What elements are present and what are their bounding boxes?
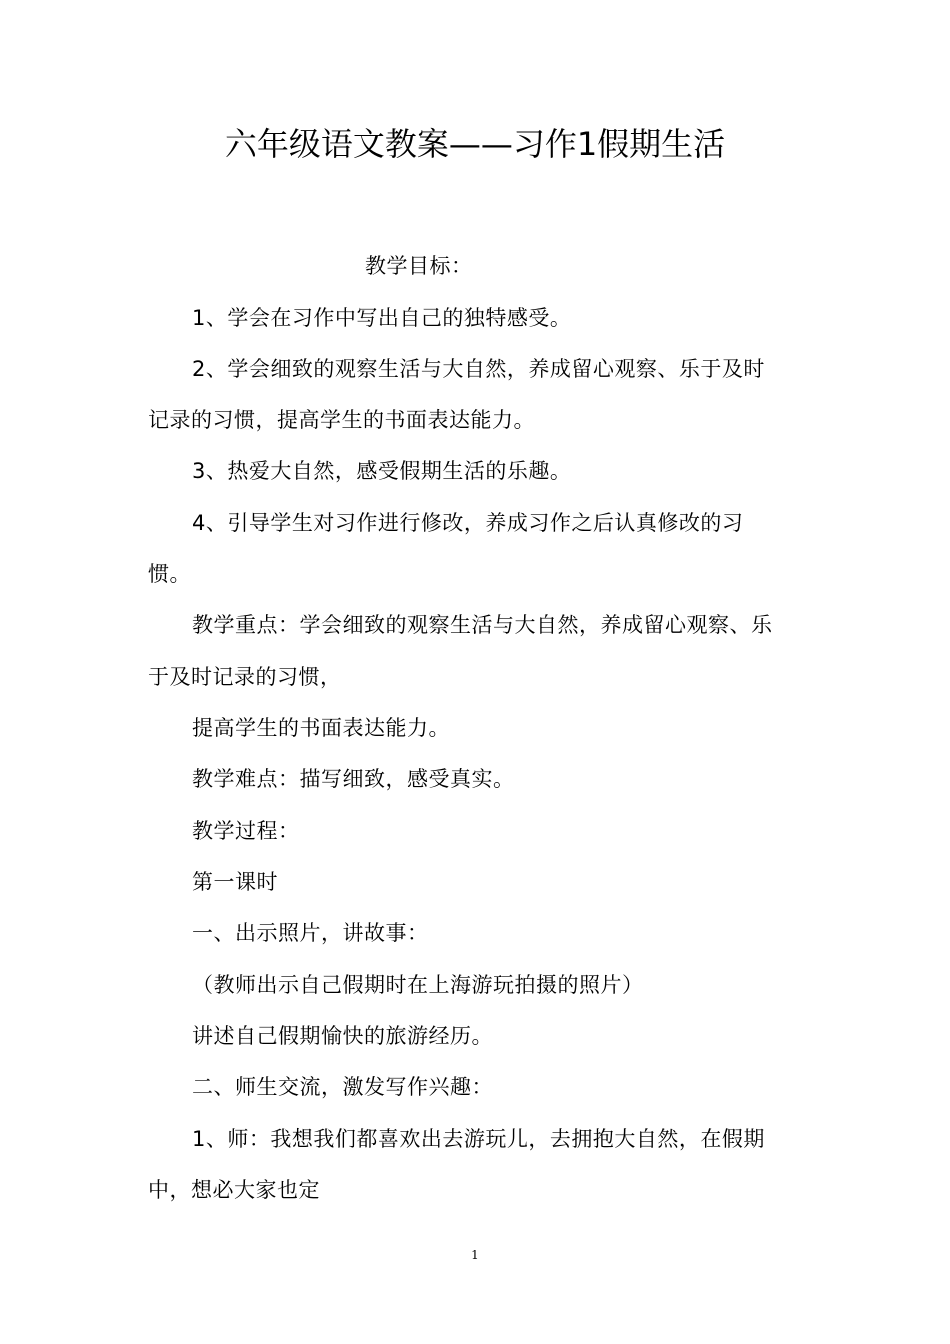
document-title: 六年级语文教案——习作1假期生活 (224, 125, 726, 163)
paragraph-teacher-line-2: 中，想必大家也定 (148, 1178, 320, 1202)
page-number: 1 (471, 1248, 479, 1262)
paragraph-key-points-line-3: 提高学生的书面表达能力。 (192, 716, 450, 740)
paragraph-goal-3: 3、热爱大自然，感受假期生活的乐趣。 (192, 459, 572, 483)
paragraph-difficulties: 教学难点：描写细致，感受真实。 (192, 767, 515, 791)
paragraph-teacher-line-1: 1、师：我想我们都喜欢出去游玩儿，去拥抱大自然，在假期 (192, 1127, 765, 1151)
paragraph-goal-4-line-1: 4、引导学生对习作进行修改，养成习作之后认真修改的习 (192, 511, 744, 535)
paragraph-photo-note: （教师出示自己假期时在上海游玩拍摄的照片） (192, 973, 644, 997)
paragraph-goal-1: 1、学会在习作中写出自己的独特感受。 (192, 306, 572, 330)
paragraph-key-points-line-2: 于及时记录的习惯， (148, 665, 342, 689)
section-heading-step-2: 二、师生交流，激发写作兴趣： (192, 1075, 493, 1099)
section-heading-first-lesson: 第一课时 (192, 870, 278, 894)
section-heading-process: 教学过程： (192, 819, 300, 843)
section-heading-step-1: 一、出示照片，讲故事： (192, 921, 429, 945)
section-heading-teaching-goals: 教学目标： (365, 254, 473, 278)
paragraph-story: 讲述自己假期愉快的旅游经历。 (192, 1024, 493, 1048)
paragraph-key-points-line-1: 教学重点：学会细致的观察生活与大自然，养成留心观察、乐 (192, 613, 773, 637)
paragraph-goal-2-line-2: 记录的习惯，提高学生的书面表达能力。 (148, 408, 535, 432)
paragraph-goal-2-line-1: 2、学会细致的观察生活与大自然，养成留心观察、乐于及时 (192, 357, 765, 381)
paragraph-goal-4-line-2: 惯。 (148, 562, 191, 586)
